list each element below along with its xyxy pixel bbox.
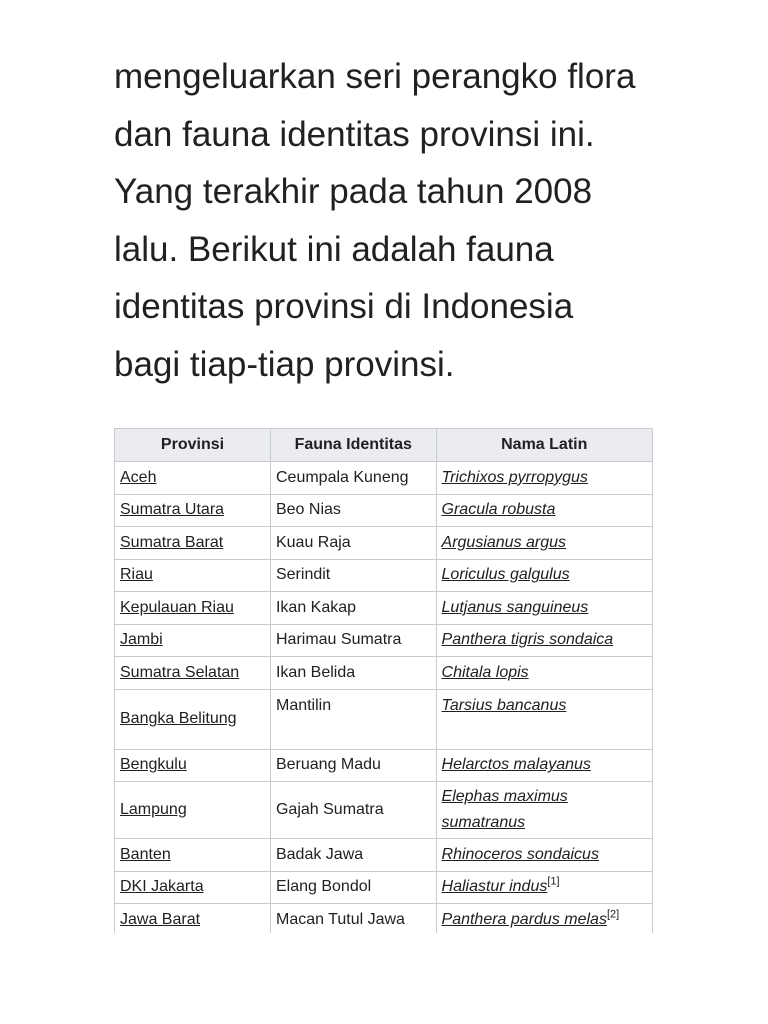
latin-name-link[interactable]: Tarsius bancanus — [441, 696, 567, 714]
province-link[interactable]: Lampung — [120, 801, 187, 819]
latin-cell — [436, 657, 652, 690]
paragraph-line: bagi tiap-tiap provinsi. — [114, 344, 455, 384]
latin-cell — [436, 527, 652, 560]
page-bottom-whitespace — [0, 933, 768, 1024]
fauna-identity-table — [114, 428, 653, 937]
table-row — [115, 559, 653, 592]
latin-name-link[interactable]: Helarctos malayanus — [441, 756, 591, 774]
latin-name-link[interactable]: Panthera tigris sondaica — [441, 631, 614, 649]
latin-name-link[interactable]: Chitala lopis — [441, 663, 529, 681]
header-province: Provinsi — [115, 429, 271, 462]
table-row — [115, 624, 653, 657]
fauna-cell: Macan Tutul Jawa — [270, 904, 436, 937]
table-row — [115, 592, 653, 625]
fauna-cell: Badak Jawa — [270, 839, 436, 872]
table-row — [115, 871, 653, 904]
table-row — [115, 782, 653, 839]
province-cell — [115, 592, 271, 625]
province-cell — [115, 871, 271, 904]
province-link[interactable]: Banten — [120, 845, 171, 863]
fauna-cell: Ikan Kakap — [270, 592, 436, 625]
latin-name-link[interactable]: Lutjanus sanguineus — [441, 598, 589, 616]
table-row — [115, 904, 653, 937]
table-header-row — [115, 429, 653, 462]
latin-name-link[interactable]: Elephas maximus sumatranus — [441, 788, 568, 831]
province-cell — [115, 657, 271, 690]
fauna-cell: Beruang Madu — [270, 749, 436, 782]
province-cell — [115, 462, 271, 495]
latin-cell — [436, 494, 652, 527]
province-cell — [115, 494, 271, 527]
province-link[interactable]: Sumatra Barat — [120, 533, 224, 551]
province-link[interactable]: Sumatra Selatan — [120, 663, 240, 681]
latin-cell — [436, 904, 652, 937]
province-cell — [115, 749, 271, 782]
header-latin-name: Nama Latin — [436, 429, 652, 462]
paragraph-line: mengeluarkan seri perangko flora — [114, 57, 636, 96]
fauna-cell: Harimau Sumatra — [270, 624, 436, 657]
table-row — [115, 749, 653, 782]
latin-name-link[interactable]: Rhinoceros sondaicus — [441, 845, 599, 863]
latin-cell — [436, 624, 652, 657]
latin-name-link[interactable]: Trichixos pyrropygus — [441, 468, 588, 486]
table-row — [115, 689, 653, 749]
province-link[interactable]: Bangka Belitung — [120, 710, 237, 728]
reference-link[interactable]: [1] — [547, 876, 560, 889]
province-link[interactable]: DKI Jakarta — [120, 878, 204, 896]
province-link[interactable]: Jambi — [120, 631, 163, 649]
fauna-cell: Mantilin — [270, 689, 436, 749]
paragraph-line: Yang terakhir pada tahun 2008 — [114, 172, 593, 211]
article-paragraph — [114, 48, 674, 393]
latin-cell — [436, 462, 652, 495]
province-link[interactable]: Sumatra Utara — [120, 501, 225, 519]
paragraph-line: identitas provinsi di Indonesia — [114, 287, 574, 326]
latin-name-link[interactable]: Panthera pardus melas — [441, 910, 607, 928]
province-link[interactable]: Aceh — [120, 468, 157, 486]
fauna-cell: Ceumpala Kuneng — [270, 462, 436, 495]
province-cell — [115, 839, 271, 872]
latin-cell — [436, 839, 652, 872]
province-link[interactable]: Riau — [120, 566, 153, 584]
fauna-cell: Serindit — [270, 559, 436, 592]
province-cell — [115, 527, 271, 560]
latin-cell — [436, 749, 652, 782]
reference-link[interactable]: [2] — [606, 908, 620, 921]
fauna-cell: Beo Nias — [270, 494, 436, 527]
table-row — [115, 527, 653, 560]
province-cell — [115, 559, 271, 592]
latin-name-link[interactable]: Haliastur indus — [441, 878, 548, 896]
paragraph-line: lalu. Berikut ini adalah fauna — [114, 229, 554, 269]
latin-name-link[interactable]: Loriculus galgulus — [441, 566, 570, 584]
latin-cell — [436, 782, 652, 839]
fauna-cell: Ikan Belida — [270, 657, 436, 690]
header-fauna: Fauna Identitas — [270, 429, 436, 462]
fauna-cell: Gajah Sumatra — [270, 782, 436, 839]
province-cell — [115, 624, 271, 657]
province-link[interactable]: Jawa Barat — [120, 910, 201, 928]
province-link[interactable]: Kepulauan Riau — [120, 598, 234, 616]
latin-cell — [436, 559, 652, 592]
latin-name-link[interactable]: Argusianus argus — [441, 533, 567, 551]
table-row — [115, 462, 653, 495]
fauna-cell: Kuau Raja — [270, 527, 436, 560]
table-row — [115, 657, 653, 690]
latin-name-link[interactable]: Gracula robusta — [441, 501, 556, 519]
province-cell — [115, 689, 271, 749]
province-link[interactable]: Bengkulu — [120, 756, 187, 774]
province-cell — [115, 904, 271, 937]
province-cell — [115, 782, 271, 839]
paragraph-line: dan fauna identitas provinsi ini. — [114, 114, 595, 154]
latin-cell — [436, 689, 652, 749]
table-row — [115, 839, 653, 872]
table-row — [115, 494, 653, 527]
fauna-cell: Elang Bondol — [270, 871, 436, 904]
latin-cell — [436, 871, 652, 904]
latin-cell — [436, 592, 652, 625]
